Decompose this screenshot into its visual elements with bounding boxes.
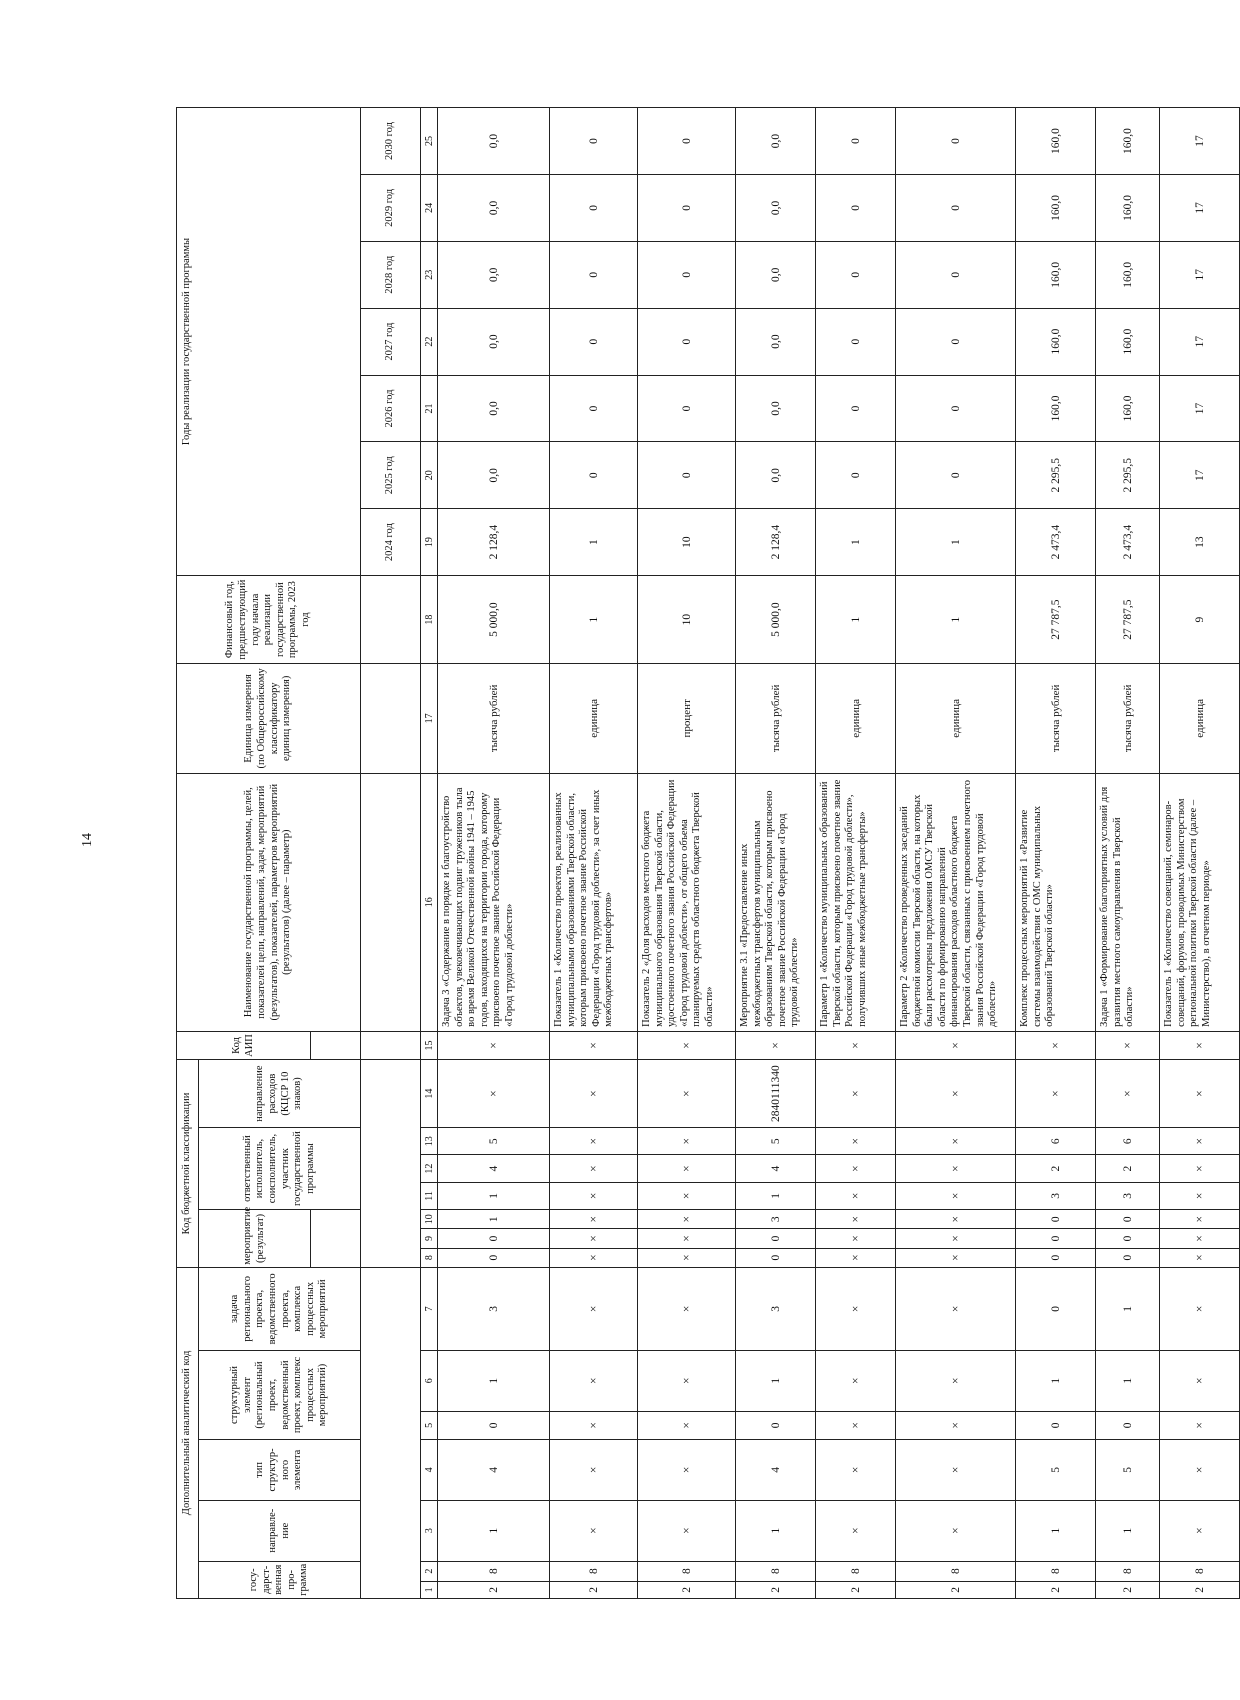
table-row (896, 108, 1016, 1599)
code-cell: × (816, 1128, 896, 1155)
aip-header: Код АИП (177, 1031, 311, 1059)
code-cell: × (638, 1031, 736, 1059)
code-cell: 2 (550, 1581, 638, 1598)
row-name: Показатель 1 «Количество совещаний, семинаров-совещаний, форумов, проводимых Министерством региональной политики Тверской области (далее – Министерство), в отчетном периоде» (1160, 773, 1240, 1031)
row-year-value: 0,0 (736, 442, 816, 509)
row-year-value: 0 (550, 241, 638, 308)
column-number: 8 (421, 1248, 438, 1267)
name-filler (361, 773, 421, 1031)
gp-header: госу-дарст-венная про-грамма (199, 1561, 361, 1598)
table-body (438, 108, 1240, 1599)
row-year-value: 0,0 (736, 241, 816, 308)
row-year-value: 160,0 (1096, 241, 1160, 308)
code-cell: 3 (736, 1210, 816, 1229)
aip-subheader (311, 1031, 361, 1059)
code-cell: × (1160, 1155, 1240, 1182)
column-number: 18 (421, 576, 438, 664)
row-year-value: 0 (816, 108, 896, 175)
column-number: 10 (421, 1210, 438, 1229)
row-year-value: 2 473,4 (1016, 509, 1096, 576)
code-cell: 2 (1016, 1581, 1096, 1598)
column-number: 1 (421, 1581, 438, 1598)
column-number: 19 (421, 509, 438, 576)
row-year-value: 0 (550, 375, 638, 442)
code-cell: × (550, 1060, 638, 1128)
row-unit: единица (816, 664, 896, 773)
row-year-value: 0 (816, 442, 896, 509)
code-cell: 8 (638, 1561, 736, 1581)
struct-element-header: структурный элемент (региональный проект, ведомственный проект, комплекс процессных мероприятий) (199, 1350, 361, 1439)
code-cell: × (550, 1229, 638, 1248)
row-unit: процент (638, 664, 736, 773)
column-number-row (421, 108, 438, 1599)
table-row (736, 108, 816, 1599)
row-year-value: 0,0 (438, 375, 550, 442)
task-header: задача регионального проекта, ведомственного проекта, комплекса процессных мероприятий (199, 1267, 361, 1350)
row-year-value: 1 (896, 509, 1016, 576)
column-number: 13 (421, 1128, 438, 1155)
code-cell: 1 (736, 1350, 816, 1411)
code-cell: × (550, 1500, 638, 1561)
row-unit: единица (896, 664, 1016, 773)
row-name: Задача 1 «Формирование благоприятных условий для развития местного самоуправления в Тверской области» (1096, 773, 1160, 1031)
code-cell: 8 (438, 1561, 550, 1581)
code-cell: 5 (1096, 1440, 1160, 1501)
row-year-value: 2 295,5 (1016, 442, 1096, 509)
code-cell: 8 (1160, 1561, 1240, 1581)
table-row (550, 108, 638, 1599)
row-year-value: 160,0 (1016, 375, 1096, 442)
row-year-value: 0 (638, 375, 736, 442)
code-cell: 6 (1096, 1128, 1160, 1155)
code-cell: × (816, 1440, 896, 1501)
row-year-value: 0,0 (736, 375, 816, 442)
code-cell: × (816, 1155, 896, 1182)
year-2026-header: 2026 год (361, 375, 421, 442)
column-number: 23 (421, 241, 438, 308)
code-cell: × (1016, 1060, 1096, 1128)
code-cell: × (816, 1031, 896, 1059)
code-cell: × (438, 1031, 550, 1059)
row-name: Задача 3 «Содержание в порядке и благоустройство объектов, увековечивающих подвиг тружеников тыла во время Великой Отечественной войны 1941 – 1945 годов, находящихся на территории города, которому присвоено почетное звание Российской Федерации «Город трудовой доблести» (438, 773, 550, 1031)
code-cell: × (816, 1411, 896, 1439)
row-year-value: 0,0 (736, 175, 816, 242)
code-cell: 6 (1016, 1128, 1096, 1155)
column-number: 17 (421, 664, 438, 773)
code-cell: 2 (816, 1581, 896, 1598)
code-cell: × (1160, 1210, 1240, 1229)
row-unit: единица (550, 664, 638, 773)
code-cell: 4 (438, 1155, 550, 1182)
column-number: 12 (421, 1155, 438, 1182)
row-name: Показатель 1 «Количество проектов, реализованных муниципальными образованиями Тверской области, которым присвоено почетное звание Российской Федерации «Город трудовой доблести», за счет иных межбюджетных трансфертов» (550, 773, 638, 1031)
responsible-header: ответственный исполнитель, соисполнитель, участник государственной программы (199, 1128, 361, 1210)
code-cell: × (550, 1248, 638, 1267)
column-number: 3 (421, 1500, 438, 1561)
row-base-value: 1 (896, 576, 1016, 664)
code-cell: × (550, 1128, 638, 1155)
code-cell: 1 (438, 1182, 550, 1209)
code-cell: × (1016, 1031, 1096, 1059)
code-cell: 3 (736, 1267, 816, 1350)
measure-subheader (311, 1210, 361, 1268)
row-year-value: 0,0 (438, 241, 550, 308)
column-number: 25 (421, 108, 438, 175)
row-name: Показатель 2 «Доля расходов местного бюджета муниципального образования Тверской области, удостоенного почетного звания Российской Федерации «Город трудовой доблести», от общего объема планируемых средств областного бюджета Тверской области» (638, 773, 736, 1031)
code-cell: × (638, 1500, 736, 1561)
code-cell: 0 (1096, 1248, 1160, 1267)
row-year-value: 160,0 (1096, 175, 1160, 242)
code-cell: 8 (896, 1561, 1016, 1581)
budget-code-header: Код бюджетной классификации (177, 1060, 199, 1268)
column-number: 9 (421, 1229, 438, 1248)
table-row (1096, 108, 1160, 1599)
code-cell: 2840111340 (736, 1060, 816, 1128)
code-cell: 1 (1096, 1350, 1160, 1411)
code-cell: × (638, 1440, 736, 1501)
table-row (816, 108, 896, 1599)
code-cell: × (1160, 1248, 1240, 1267)
code-cell: × (896, 1229, 1016, 1248)
code-cell: × (438, 1060, 550, 1128)
code-cell: 2 (438, 1581, 550, 1598)
row-year-value: 0 (816, 375, 896, 442)
expense-direction-header: направление расходов (КЦСР 10 знаков) (199, 1060, 361, 1128)
code-cell: 2 (1096, 1155, 1160, 1182)
code-cell: × (896, 1155, 1016, 1182)
code-cell: × (638, 1060, 736, 1128)
code-cell: 8 (816, 1561, 896, 1581)
code-cell: × (638, 1155, 736, 1182)
name-header: Наименование государственной программы, целей, показателей цели, направлений, задач, мероприятий (результатов), показателей, параметров мероприятий (результатов) (далее – параметр) (177, 773, 361, 1031)
code-cell: × (896, 1210, 1016, 1229)
column-number: 6 (421, 1350, 438, 1411)
code-cell: × (896, 1350, 1016, 1411)
row-year-value: 0 (550, 308, 638, 375)
code-cell: 0 (736, 1229, 816, 1248)
table-row (1016, 108, 1096, 1599)
row-year-value: 10 (638, 509, 736, 576)
row-year-value: 17 (1160, 375, 1240, 442)
code-cell: × (550, 1411, 638, 1439)
code-cell: 0 (1016, 1229, 1096, 1248)
table-row (638, 108, 736, 1599)
row-base-value: 9 (1160, 576, 1240, 664)
code-cell: 8 (550, 1561, 638, 1581)
row-name: Мероприятие 3.1 «Предоставление иных межбюджетных трансфертов муниципальным образованиям Тверской области, которым присвоено почетное звание Российской Федерации «Город трудовой доблести» (736, 773, 816, 1031)
row-year-value: 0 (816, 241, 896, 308)
row-year-value: 0 (638, 108, 736, 175)
code-cell: 1 (1016, 1500, 1096, 1561)
struct-type-header: тип структур-ного элемента (199, 1440, 361, 1501)
code-cell: × (550, 1155, 638, 1182)
code-cell: × (550, 1350, 638, 1411)
code-cell: × (816, 1060, 896, 1128)
code-cell: 0 (1096, 1411, 1160, 1439)
row-year-value: 160,0 (1096, 308, 1160, 375)
column-number: 11 (421, 1182, 438, 1209)
code-cell: × (638, 1411, 736, 1439)
code-cell: × (638, 1267, 736, 1350)
row-year-value: 0 (550, 175, 638, 242)
row-year-value: 0 (896, 375, 1016, 442)
year-2028-header: 2028 год (361, 241, 421, 308)
direction-header: направле-ние (199, 1500, 361, 1561)
code-cell: 2 (638, 1581, 736, 1598)
code-cell: × (816, 1229, 896, 1248)
row-year-value: 160,0 (1096, 108, 1160, 175)
code-cell: 1 (438, 1350, 550, 1411)
row-year-value: 17 (1160, 175, 1240, 242)
code-cell: 4 (438, 1440, 550, 1501)
years-header-spacer (199, 108, 361, 576)
code-cell: × (638, 1350, 736, 1411)
row-year-value: 1 (550, 509, 638, 576)
code-cell: × (736, 1031, 816, 1059)
row-year-value: 2 128,4 (736, 509, 816, 576)
code-cell: 2 (1016, 1155, 1096, 1182)
code-cell: × (550, 1267, 638, 1350)
row-unit: тысяча рублей (736, 664, 816, 773)
table-row (1160, 108, 1240, 1599)
code-cell: 5 (1016, 1440, 1096, 1501)
code-cell: 0 (1016, 1267, 1096, 1350)
code-cell: 2 (896, 1581, 1016, 1598)
row-year-value: 0,0 (736, 308, 816, 375)
measure-header: мероприятие (результат) (199, 1210, 311, 1268)
row-year-value: 0 (638, 308, 736, 375)
row-year-value: 17 (1160, 108, 1240, 175)
base-filler (361, 576, 421, 664)
column-number: 7 (421, 1267, 438, 1350)
code-cell: × (1160, 1267, 1240, 1350)
row-year-value: 1 (816, 509, 896, 576)
code-cell: × (1160, 1229, 1240, 1248)
page-number: 14 (80, 833, 95, 847)
code-cell: 0 (1016, 1248, 1096, 1267)
column-number: 4 (421, 1440, 438, 1501)
row-base-value: 1 (550, 576, 638, 664)
code-cell: × (1160, 1440, 1240, 1501)
row-year-value: 0 (896, 108, 1016, 175)
column-number: 24 (421, 175, 438, 242)
code-cell: × (896, 1248, 1016, 1267)
code-cell: × (816, 1267, 896, 1350)
row-year-value: 160,0 (1016, 241, 1096, 308)
code-cell: × (638, 1248, 736, 1267)
code-cell: × (896, 1500, 1016, 1561)
code-cell: 1 (1096, 1500, 1160, 1561)
row-year-value: 160,0 (1016, 175, 1096, 242)
code-cell: × (638, 1128, 736, 1155)
row-base-value: 1 (816, 576, 896, 664)
row-year-value: 0 (816, 308, 896, 375)
code-cell: × (1096, 1031, 1160, 1059)
code-cell: 1 (736, 1500, 816, 1561)
code-cell: × (896, 1411, 1016, 1439)
aip-filler (361, 1031, 421, 1059)
code-cell: 3 (438, 1267, 550, 1350)
row-base-value: 10 (638, 576, 736, 664)
row-base-value: 27 787,5 (1016, 576, 1096, 664)
year-2025-header: 2025 год (361, 442, 421, 509)
row-unit: тысяча рублей (1096, 664, 1160, 773)
column-number: 21 (421, 375, 438, 442)
code-cell: × (896, 1128, 1016, 1155)
row-year-value: 0 (816, 175, 896, 242)
code-cell: × (1160, 1350, 1240, 1411)
row-unit: тысяча рублей (438, 664, 550, 773)
year-2030-header: 2030 год (361, 108, 421, 175)
code-cell: × (550, 1031, 638, 1059)
code-cell: × (1160, 1128, 1240, 1155)
unit-filler (361, 664, 421, 773)
row-year-value: 0,0 (438, 108, 550, 175)
year-2029-header: 2029 год (361, 175, 421, 242)
column-number: 2 (421, 1561, 438, 1581)
code-cell: × (816, 1182, 896, 1209)
column-number: 14 (421, 1060, 438, 1128)
row-year-value: 0 (896, 241, 1016, 308)
code-cell: 4 (736, 1155, 816, 1182)
row-year-value: 2 128,4 (438, 509, 550, 576)
column-number: 5 (421, 1411, 438, 1439)
row-year-value: 160,0 (1096, 375, 1160, 442)
code-cell: × (896, 1182, 1016, 1209)
code-cell: × (1160, 1031, 1240, 1059)
row-name: Комплекс процессных мероприятий 1 «Развитие системы взаимодействия с ОМС муниципальных образований Тверской области» (1016, 773, 1096, 1031)
code-cell: 0 (438, 1411, 550, 1439)
row-year-value: 17 (1160, 308, 1240, 375)
column-number: 15 (421, 1031, 438, 1059)
row-unit: единица (1160, 664, 1240, 773)
row-base-value: 27 787,5 (1096, 576, 1160, 664)
code-cell: 0 (736, 1248, 816, 1267)
code-cell: × (816, 1500, 896, 1561)
row-year-value: 0 (896, 308, 1016, 375)
unit-header: Единица измерения (по Общероссийскому классификатору единиц измерения) (177, 664, 361, 773)
code-cell: × (550, 1210, 638, 1229)
code-cell: × (1096, 1060, 1160, 1128)
code-cell: 0 (1096, 1210, 1160, 1229)
row-name: Параметр 1 «Количество муниципальных образований Тверской области, которым присвоено почетное звание Российской Федерации «Город трудовой доблести», получивших иные межбюджетные трансферты» (816, 773, 896, 1031)
code-cell: × (1160, 1060, 1240, 1128)
code-cell: × (896, 1440, 1016, 1501)
budget-filler (361, 1060, 421, 1268)
row-year-value: 0,0 (438, 308, 550, 375)
code-cell: × (896, 1267, 1016, 1350)
code-cell: × (1160, 1182, 1240, 1209)
row-year-value: 17 (1160, 442, 1240, 509)
code-cell: 2 (736, 1581, 816, 1598)
row-base-value: 5 000,0 (438, 576, 550, 664)
code-cell: × (816, 1248, 896, 1267)
code-cell: 1 (438, 1500, 550, 1561)
code-cell: 2 (1160, 1581, 1240, 1598)
code-cell: × (896, 1031, 1016, 1059)
code-cell: 3 (1016, 1182, 1096, 1209)
code-cell: × (550, 1182, 638, 1209)
row-year-value: 0 (896, 442, 1016, 509)
year-2024-header: 2024 год (361, 509, 421, 576)
row-year-value: 0,0 (438, 175, 550, 242)
code-cell: 8 (1096, 1561, 1160, 1581)
row-year-value: 0 (896, 175, 1016, 242)
program-table (176, 107, 1240, 1599)
code-cell: 5 (736, 1128, 816, 1155)
code-cell: × (550, 1440, 638, 1501)
row-year-value: 0 (638, 241, 736, 308)
code-cell: × (638, 1182, 736, 1209)
code-cell: 1 (736, 1182, 816, 1209)
analytic-code-header: Дополнительный аналитический код (177, 1267, 199, 1598)
code-cell: 8 (1016, 1561, 1096, 1581)
row-base-value: 5 000,0 (736, 576, 816, 664)
code-cell: × (816, 1210, 896, 1229)
analytic-filler (361, 1267, 421, 1598)
row-year-value: 160,0 (1016, 308, 1096, 375)
row-year-value: 0 (638, 175, 736, 242)
code-cell: 8 (736, 1561, 816, 1581)
table-row (438, 108, 550, 1599)
column-number: 22 (421, 308, 438, 375)
row-year-value: 17 (1160, 241, 1240, 308)
code-cell: 0 (438, 1229, 550, 1248)
code-cell: × (1160, 1411, 1240, 1439)
code-cell: 4 (736, 1440, 816, 1501)
row-year-value: 13 (1160, 509, 1240, 576)
code-cell: 0 (1016, 1411, 1096, 1439)
code-cell: 0 (736, 1411, 816, 1439)
row-unit: тысяча рублей (1016, 664, 1096, 773)
row-year-value: 0,0 (736, 108, 816, 175)
column-number: 20 (421, 442, 438, 509)
row-year-value: 0 (550, 108, 638, 175)
row-year-value: 2 473,4 (1096, 509, 1160, 576)
row-year-value: 0 (550, 442, 638, 509)
code-cell: 2 (1096, 1581, 1160, 1598)
code-cell: × (1160, 1500, 1240, 1561)
row-name: Параметр 2 «Количество проведенных заседаний бюджетной комиссии Тверской области, на которых были рассмотрены предложения ОМСУ Тверской области по формированию направлений финансирования расходов областного бюджета Тверской области, связанных с присвоением почетного звания Российской Федерации «Город трудовой доблести» (896, 773, 1016, 1031)
code-cell: 3 (1096, 1182, 1160, 1209)
code-cell: × (638, 1210, 736, 1229)
code-cell: × (896, 1060, 1016, 1128)
code-cell: × (638, 1229, 736, 1248)
column-number: 16 (421, 773, 438, 1031)
rotated-page-content (176, 107, 1212, 1599)
row-year-value: 160,0 (1016, 108, 1096, 175)
row-year-value: 0 (638, 442, 736, 509)
code-cell: 1 (438, 1210, 550, 1229)
years-header: Годы реализации государственной программы (177, 108, 199, 576)
base-year-header: Финансовый год, предшествующий году начала реализации государственной программы, 2023 год (177, 576, 361, 664)
code-cell: 0 (1096, 1229, 1160, 1248)
code-cell: 0 (438, 1248, 550, 1267)
code-cell: × (816, 1350, 896, 1411)
year-2027-header: 2027 год (361, 308, 421, 375)
row-year-value: 0,0 (438, 442, 550, 509)
row-year-value: 2 295,5 (1096, 442, 1160, 509)
code-cell: 1 (1096, 1267, 1160, 1350)
code-cell: 5 (438, 1128, 550, 1155)
code-cell: 1 (1016, 1350, 1096, 1411)
code-cell: 0 (1016, 1210, 1096, 1229)
